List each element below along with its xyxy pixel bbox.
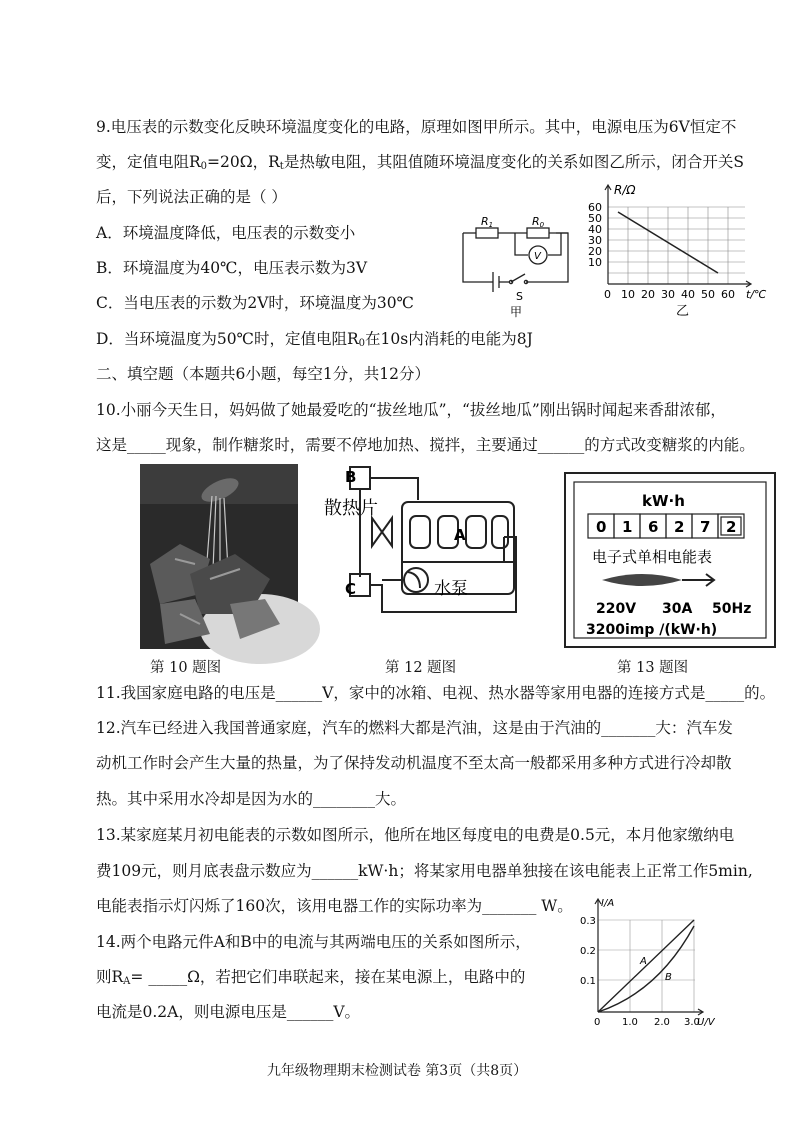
q14-line2 — [96, 967, 525, 992]
i-u-graph — [580, 892, 715, 1032]
rt-caption: 乙 — [676, 304, 690, 319]
q13-line2: 费109元，则月底表盘示数应为______kW·h；将某家用电器单独接在该电能表上正常工作5min, — [96, 862, 753, 880]
switch-label: S — [516, 290, 523, 303]
engine-cooling-diagram — [316, 462, 540, 652]
iu-xtick: 0 — [594, 1017, 601, 1028]
engine-label-c: C — [345, 580, 357, 598]
caption-fig10: 第 10 题图 — [150, 660, 222, 676]
meter-indicator-icon — [602, 574, 682, 586]
meter-unit: kW·h — [642, 492, 685, 510]
iu-ytick: 0.2 — [580, 946, 596, 957]
rt-ytick: 20 — [588, 245, 602, 258]
q9-option-b: B．环境温度为40℃，电压表示数为3V — [96, 259, 368, 277]
q9-sub: t — [279, 161, 284, 172]
q13-line1: 13.某家庭某月初电能表的示数如图所示，他所在地区每度电的电费是0.5元，本月他家缴纳电 — [96, 826, 735, 844]
r-t-graph — [588, 178, 776, 318]
meter-impulse: 3200imp /(kW·h) — [586, 622, 718, 638]
circuit-caption: 甲 — [510, 305, 523, 319]
radiator-label: 散热片 — [324, 498, 378, 519]
q9-sub: 0 — [200, 161, 208, 172]
caption-fig12: 第 12 题图 — [385, 660, 457, 676]
q9-text: 在10s内消耗的电能为8J — [365, 330, 533, 348]
iu-ylabel: I/A — [601, 898, 615, 909]
q9-option-a: A．环境温度降低，电压表的示数变小 — [96, 224, 356, 242]
q9-option-c: C．当电压表的示数为2V时，环境温度为30℃ — [96, 294, 414, 312]
q12-line1: 12.汽车已经进入我国普通家庭，汽车的燃料大都是汽油，这是由于汽油的_______大：汽车发 — [96, 719, 733, 737]
meter-digit: 2 — [674, 518, 685, 536]
meter-name: 电子式单相电能表 — [592, 548, 713, 566]
iu-ytick: 0.1 — [580, 976, 596, 987]
q9-text: =20Ω，R — [207, 153, 280, 171]
meter-frequency: 50Hz — [712, 601, 752, 617]
sweet-potato-photo — [140, 464, 298, 649]
q9-text: 变，定值电阻R — [96, 153, 201, 171]
r0-label: R0 — [532, 215, 545, 229]
meter-digit: 1 — [622, 518, 633, 536]
q12-line3: 热。其中采用水冷却是因为水的________大。 — [96, 790, 407, 808]
q11-line: 11.我国家庭电路的电压是______V，家中的冰箱、电视、热水器等家用电器的连接方式是_____的。 — [96, 684, 776, 702]
r1-label: R1 — [481, 215, 494, 229]
q9-line2 — [96, 152, 744, 177]
q14-text: = _____Ω，若把它们串联起来，接在某电源上，电路中的 — [130, 968, 526, 986]
meter-digit: 0 — [596, 518, 607, 536]
meter-digit: 7 — [700, 518, 711, 536]
water-pump-label: 水泵 — [434, 579, 468, 599]
iu-line-b-label: B — [665, 972, 672, 983]
caption-fig13: 第 13 题图 — [617, 660, 689, 676]
iu-xtick: 1.0 — [622, 1017, 638, 1028]
rt-ylabel: R/Ω — [614, 183, 636, 197]
rt-ytick: 60 — [588, 201, 602, 214]
rt-ytick: 10 — [588, 256, 602, 269]
rt-ytick: 40 — [588, 223, 602, 236]
rt-xtick: 10 — [621, 288, 635, 301]
q12-line2: 动机工作时会产生大量的热量，为了保持发动机温度不至太高一般都采用多种方式进行冷却散 — [96, 754, 732, 772]
engine-label-b: B — [345, 468, 357, 486]
rt-xtick: 60 — [721, 288, 735, 301]
iu-line-a-label: A — [640, 956, 647, 967]
engine-label-a: A — [454, 526, 466, 544]
q10-line2: 这是_____现象，制作糖浆时，需要不停地加热、搅拌，主要通过______的方式改变糖浆的内能。 — [96, 436, 755, 454]
rt-xtick: 40 — [681, 288, 695, 301]
q9-option-d — [96, 329, 533, 354]
q9-line1: 9.电压表的示数变化反映环境温度变化的电路，原理如图甲所示。其中，电源电压为6V恒定不 — [96, 118, 737, 136]
meter-current: 30A — [662, 601, 693, 617]
iu-xtick: 3.0 — [684, 1017, 700, 1028]
rt-xlabel: t/℃ — [746, 288, 767, 301]
q10-line1: 10.小丽今天生日，妈妈做了她最爱吃的“拔丝地瓜”，“拔丝地瓜”刚出锅时闻起来香甜浓郁， — [96, 401, 726, 419]
iu-xtick: 2.0 — [654, 1017, 670, 1028]
voltmeter-label: V — [534, 251, 541, 262]
rt-xtick: 30 — [661, 288, 675, 301]
page-footer: 九年级物理期末检测试卷 第3页（共8页） — [266, 1063, 528, 1079]
q14-line3: 电流是0.2A，则电源电压是______V。 — [96, 1003, 361, 1021]
circuit-diagram — [455, 205, 585, 320]
section-2-heading: 二、填空题（本题共6小题，每空1分，共12分） — [96, 365, 430, 383]
meter-voltage: 220V — [596, 601, 637, 617]
q14-sub: A — [123, 976, 131, 987]
q14-text: 则R — [96, 968, 124, 986]
rt-xtick: 50 — [701, 288, 715, 301]
rt-xtick: 0 — [604, 288, 611, 301]
q13-line3: 电能表指示灯闪烁了160次，该用电器工作的实际功率为_______ W。 — [96, 897, 573, 915]
rt-ytick: 50 — [588, 212, 602, 225]
q9-line3: 后，下列说法正确的是（ ） — [96, 188, 287, 206]
q9-text: 是热敏电阻，其阻值随环境温度变化的关系如图乙所示，闭合开关S — [283, 153, 744, 171]
q9-text: D．当环境温度为50℃时，定值电阻R — [96, 330, 359, 348]
electric-meter — [562, 470, 782, 650]
meter-digit: 6 — [648, 518, 659, 536]
iu-ytick: 0.3 — [580, 916, 596, 927]
q9-sub: 0 — [358, 338, 366, 349]
rt-xtick: 20 — [641, 288, 655, 301]
iu-xlabel: U/V — [697, 1017, 715, 1028]
meter-digit: 2 — [726, 518, 737, 536]
rt-ytick: 30 — [588, 234, 602, 247]
q14-line1: 14.两个电路元件A和B中的电流与其两端电压的关系如图所示， — [96, 933, 531, 951]
